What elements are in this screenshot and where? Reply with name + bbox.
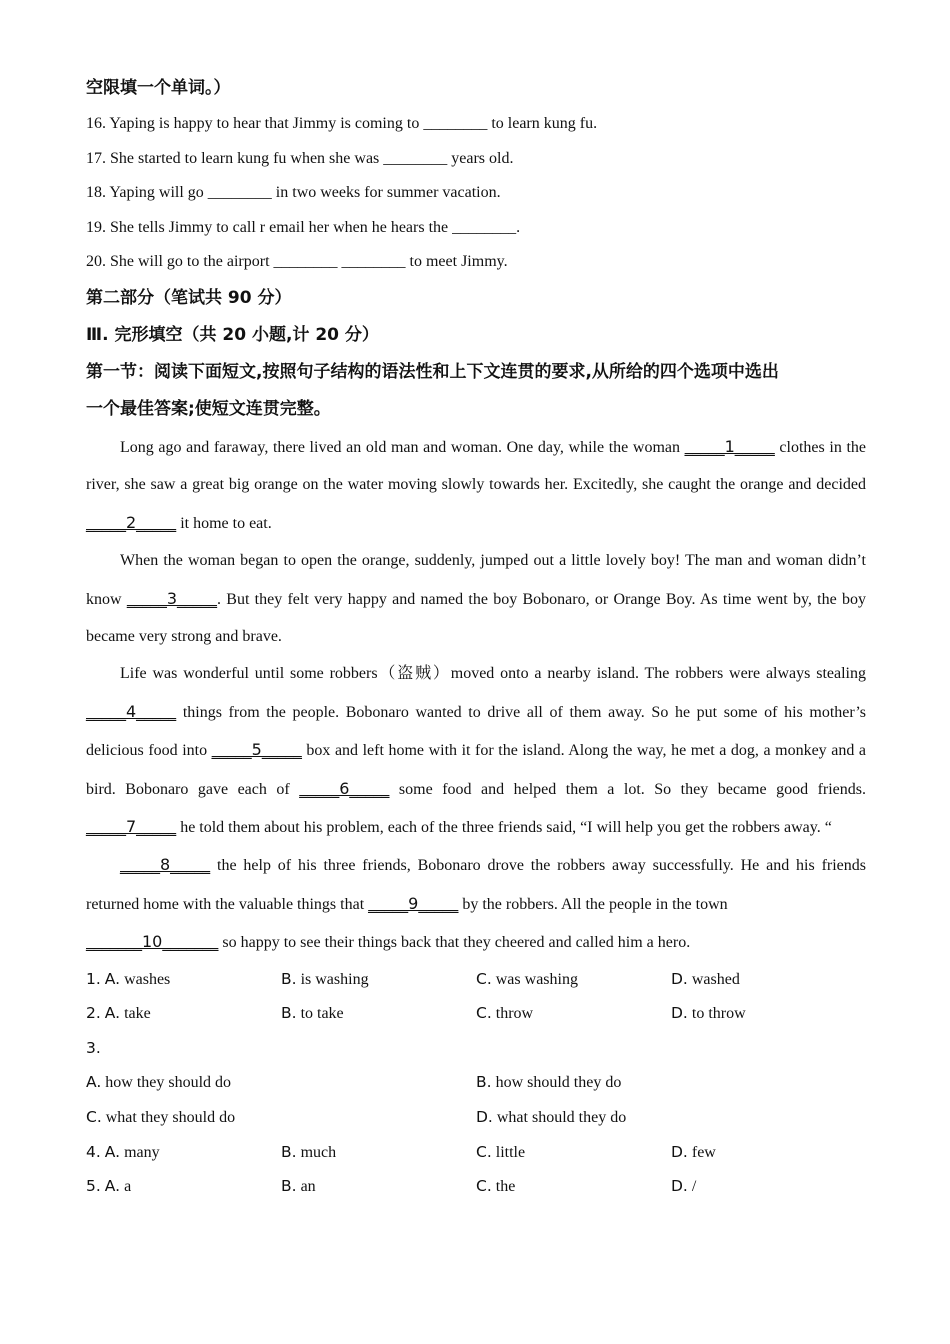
question-number: 3. xyxy=(86,1038,101,1057)
option-text: a xyxy=(124,1178,132,1196)
option-letter: D. xyxy=(671,1142,688,1161)
option-d xyxy=(671,962,866,997)
instruction-tail: 空限填一个单词。） xyxy=(86,78,231,98)
fill-item-18: 18. Yaping will go ________ in two weeks for summer vacation. xyxy=(86,184,501,202)
option-c xyxy=(476,962,671,997)
document-page xyxy=(86,70,866,1204)
question-3-row-2 xyxy=(86,1100,866,1135)
option-text: an xyxy=(300,1178,316,1196)
passage-text: When the woman began to open the orange, suddenly, jumped out a little lovely boy! The man and woman didn’t know xyxy=(86,552,866,608)
option-c xyxy=(476,996,671,1031)
blank-1: _____1_____ xyxy=(684,436,775,456)
section-title: Ⅲ. 完形填空（共 20 小题,计 20 分） xyxy=(86,324,379,345)
option-b xyxy=(281,1169,476,1204)
option-text: the xyxy=(495,1178,516,1196)
option-letter: B. xyxy=(281,1177,297,1196)
option-a xyxy=(86,1169,281,1204)
fill-item-16: 16. Yaping is happy to hear that Jimmy is coming to ________ to learn kung fu. xyxy=(86,115,598,132)
option-letter: B. xyxy=(281,1142,297,1161)
option-text: much xyxy=(300,1143,337,1161)
passage-text: the help of his three friends, Bobonaro drove the robbers away successfully. He and his friends returned home with the valuable things that xyxy=(86,857,866,913)
passage-paragraph-2 xyxy=(86,542,866,655)
question-number: 2. xyxy=(86,1004,101,1023)
blank-3: _____3_____ xyxy=(126,588,218,608)
option-c xyxy=(86,1100,476,1135)
option-d xyxy=(476,1100,866,1135)
blank-2: _____2_____ xyxy=(86,512,177,532)
passage-paragraph-4 xyxy=(86,846,866,923)
option-text: / xyxy=(691,1178,697,1196)
option-text: throw xyxy=(495,1005,534,1023)
option-text: to throw xyxy=(691,1005,746,1023)
option-text: how should they do xyxy=(495,1074,622,1092)
question-number: 5. xyxy=(86,1177,101,1196)
option-text: washed xyxy=(691,970,740,988)
passage-text: box and left home with it for the island. Along the way, he met a dog, a monkey and a bird. Bobonaro gave each of xyxy=(86,742,866,798)
option-c xyxy=(476,1169,671,1204)
instruction-line-2: 一个最佳答案;使短文连贯完整。 xyxy=(86,398,331,419)
passage-text: so happy to see their things back that they cheered and called him a hero. xyxy=(218,934,691,952)
passage-text: things from the people. Bobonaro wanted to drive all of them away. So he put some of his mother’s delicious food into xyxy=(86,703,866,760)
question-4 xyxy=(86,1135,866,1170)
question-2 xyxy=(86,996,866,1031)
blank-6: _____6_____ xyxy=(299,778,390,798)
option-letter: C. xyxy=(476,1004,492,1023)
question-3-number-row xyxy=(86,1031,866,1066)
option-a xyxy=(86,962,281,997)
option-a xyxy=(86,996,281,1031)
passage-text: clothes in the river, she saw a great big orange on the water moving slowly towards her. Excitedly, she caught the orange and decided xyxy=(86,438,866,494)
option-text: many xyxy=(124,1143,160,1161)
blank-4: _____4_____ xyxy=(86,701,177,721)
blank-5: _____5_____ xyxy=(211,740,302,760)
option-c xyxy=(476,1135,671,1170)
part-two-title: 第二部分（笔试共 90 分） xyxy=(86,287,292,308)
option-text: was washing xyxy=(495,970,578,988)
blank-8: _____8_____ xyxy=(120,855,211,875)
option-b xyxy=(281,962,476,997)
blank-9: _____9_____ xyxy=(368,893,459,913)
option-letter: A. xyxy=(86,1073,102,1092)
option-letter: A. xyxy=(104,1004,121,1023)
option-text: few xyxy=(691,1143,716,1161)
passage-text: he told them about his problem, each of the three friends said, “I will help you get the robbers away. “ xyxy=(176,819,832,837)
question-3-row-1 xyxy=(86,1065,866,1100)
fill-item-19: 19. She tells Jimmy to call r email her when he hears the ________. xyxy=(86,218,521,236)
option-b xyxy=(476,1065,866,1100)
fill-item-17: 17. She started to learn kung fu when she was ________ years old. xyxy=(86,149,514,167)
option-letter: C. xyxy=(86,1108,102,1127)
option-letter: C. xyxy=(476,969,492,988)
option-letter: D. xyxy=(671,1004,688,1023)
passage-paragraph-1 xyxy=(86,428,866,542)
passage-text: some food and helped them a lot. So they became good friends. xyxy=(389,780,867,798)
option-b xyxy=(281,1135,476,1170)
option-text: little xyxy=(495,1143,526,1161)
option-text: what should they do xyxy=(496,1109,627,1127)
option-d xyxy=(671,996,866,1031)
option-a xyxy=(86,1135,281,1170)
option-letter: D. xyxy=(476,1108,493,1127)
question-number: 1. xyxy=(86,969,101,988)
blank-10: _______10_______ xyxy=(86,932,219,952)
option-letter: A. xyxy=(104,969,121,988)
instruction-line-1: 第一节：阅读下面短文,按照句子结构的语法性和上下文连贯的要求,从所给的四个选项中选出 xyxy=(86,361,779,382)
passage-paragraph-4-cont xyxy=(86,923,866,961)
option-text: washes xyxy=(124,970,171,988)
passage-paragraph-3 xyxy=(86,655,866,846)
blank-7: _____7_____ xyxy=(86,817,177,837)
question-number: 4. xyxy=(86,1142,101,1161)
option-letter: A. xyxy=(104,1142,121,1161)
option-letter: C. xyxy=(476,1177,492,1196)
question-5 xyxy=(86,1169,866,1204)
fill-item-20: 20. She will go to the airport ________ ________ to meet Jimmy. xyxy=(86,253,508,271)
passage-text: by the robbers. All the people in the town xyxy=(458,895,728,913)
option-letter: B. xyxy=(281,1004,297,1023)
option-text: what they should do xyxy=(105,1109,236,1127)
option-letter: B. xyxy=(281,969,297,988)
option-text: is washing xyxy=(300,970,369,988)
option-text: to take xyxy=(300,1005,344,1023)
passage-text: . But they felt very happy and named the boy Bobonaro, or Orange Boy. As time went by, the boy became very strong and brave. xyxy=(86,590,866,645)
option-letter: B. xyxy=(476,1073,492,1092)
option-letter: C. xyxy=(476,1142,492,1161)
option-a xyxy=(86,1065,476,1100)
option-letter: D. xyxy=(671,1177,688,1196)
passage-text: it home to eat. xyxy=(176,514,272,532)
question-1 xyxy=(86,962,866,997)
question-3-label xyxy=(86,1031,281,1066)
passage-text: Life was wonderful until some robbers（盗贼）moved onto a nearby island. The robbers were always stealing xyxy=(120,665,866,683)
option-b xyxy=(281,996,476,1031)
option-letter: A. xyxy=(104,1177,121,1196)
passage-text: Long ago and faraway, there lived an old man and woman. One day, while the woman xyxy=(120,438,685,456)
option-text: take xyxy=(124,1005,151,1023)
option-letter: D. xyxy=(671,969,688,988)
option-d xyxy=(671,1135,866,1170)
option-text: how they should do xyxy=(105,1074,232,1092)
option-d xyxy=(671,1169,866,1204)
